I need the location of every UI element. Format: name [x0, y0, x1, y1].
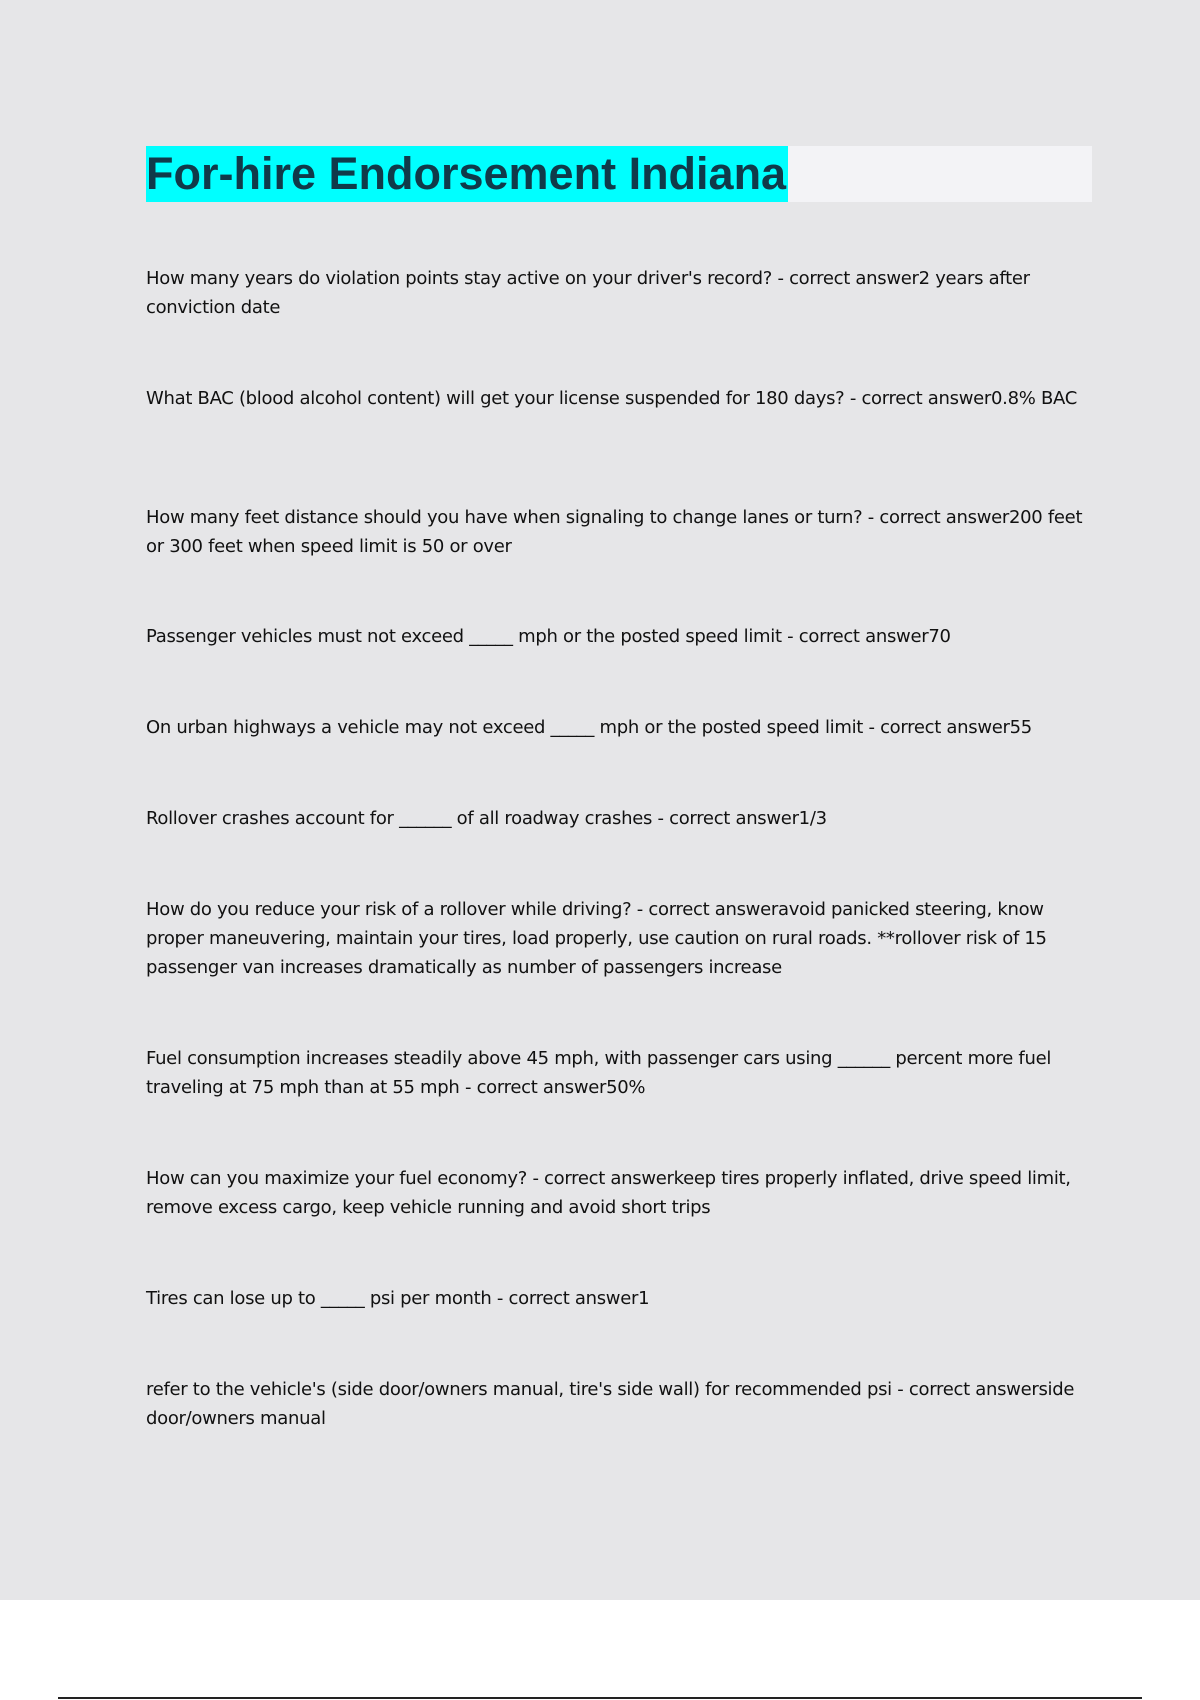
document-title: For-hire Endorsement Indiana: [146, 146, 788, 202]
qa-item: What BAC (blood alcohol content) will get your license suspended for 180 days? - correct answer0.8% BAC: [146, 388, 1077, 409]
qa-item: How do you reduce your risk of a rollover while driving? - correct answeravoid panicked steering, know proper maneuvering, maintain your tires, load properly, use caution on rural roads. **rollover risk of 15 passenger van increases dramatically as number of passengers increase: [146, 899, 1047, 978]
qa-item: How can you maximize your fuel economy? - correct answerkeep tires properly inflated, drive speed limit, remove excess cargo, keep vehicle running and avoid short trips: [146, 1168, 1071, 1218]
qa-item: Passenger vehicles must not exceed _____ mph or the posted speed limit - correct answer70: [146, 626, 951, 647]
qa-item: Tires can lose up to _____ psi per month - correct answer1: [146, 1288, 650, 1309]
qa-item: How many years do violation points stay active on your driver's record? - correct answer2 years after conviction date: [146, 268, 1030, 318]
footer-rule: [58, 1697, 1142, 1699]
qa-item: On urban highways a vehicle may not exceed _____ mph or the posted speed limit - correct answer55: [146, 717, 1032, 738]
qa-item: Fuel consumption increases steadily above 45 mph, with passenger cars using ______ percent more fuel traveling at 75 mph than at 55 mph - correct answer50%: [146, 1048, 1052, 1098]
qa-item: How many feet distance should you have when signaling to change lanes or turn? - correct answer200 feet or 300 feet when speed limit is 50 or over: [146, 507, 1083, 557]
qa-item: refer to the vehicle's (side door/owners manual, tire's side wall) for recommended psi - correct answerside door/owners manual: [146, 1379, 1075, 1429]
qa-item: Rollover crashes account for ______ of all roadway crashes - correct answer1/3: [146, 808, 827, 829]
